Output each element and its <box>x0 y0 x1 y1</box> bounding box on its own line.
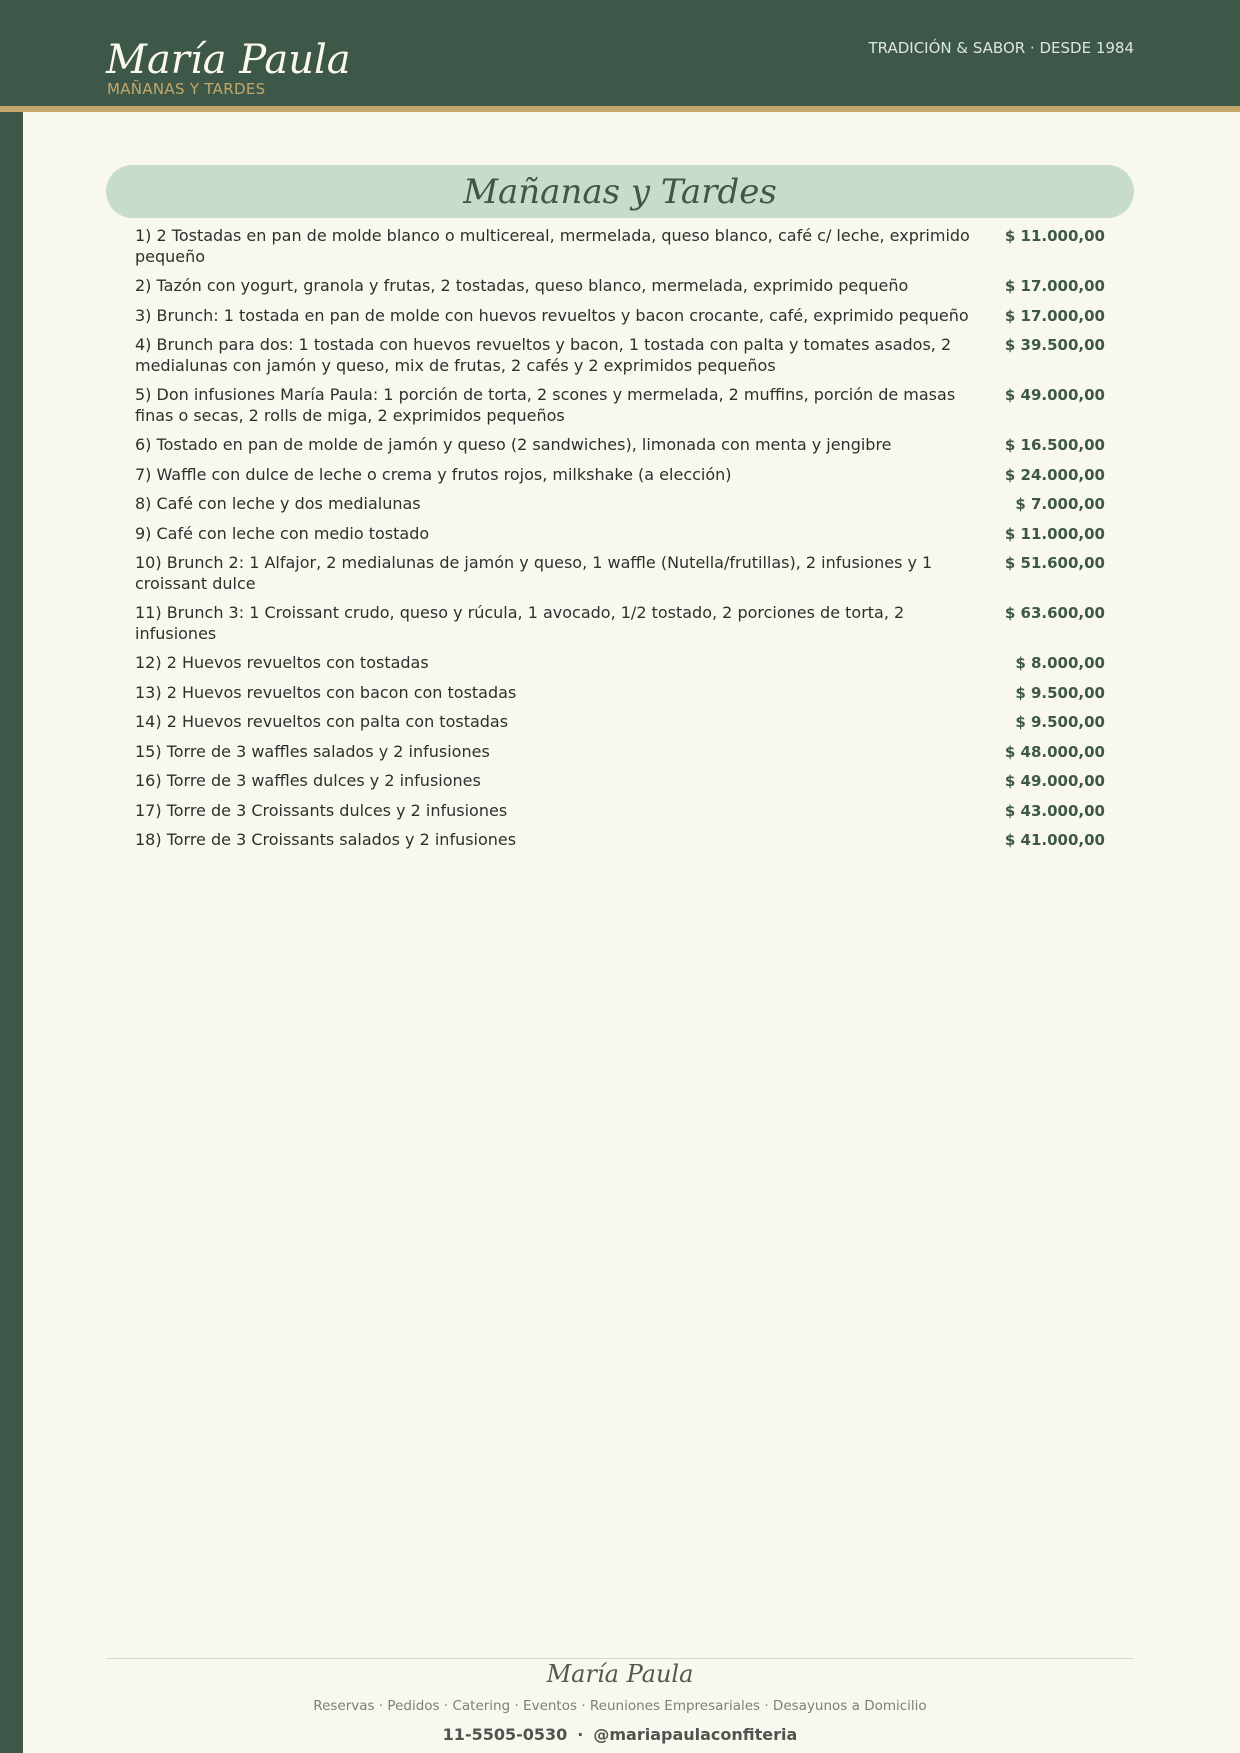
menu-item <box>135 830 1105 851</box>
menu-item-description: 16) Torre de 3 waffles dulces y 2 infusiones <box>135 771 481 790</box>
menu-item-description: 4) Brunch para dos: 1 tostada con huevos revueltos y bacon, 1 tostada con palta y tomates asados, 2 medialunas con jamón y queso, mix de frutas, 2 cafés y 2 exprimidos pequeños <box>135 335 952 375</box>
menu-item <box>135 276 1105 297</box>
menu-item <box>135 771 1105 792</box>
menu-item-price: $ 49.000,00 <box>1004 386 1105 404</box>
menu-item-description: 14) 2 Huevos revueltos con palta con tostadas <box>135 712 509 731</box>
menu-item-price: $ 8.000,00 <box>1015 654 1105 672</box>
menu-item-description: 11) Brunch 3: 1 Croissant crudo, queso y rúcula, 1 avocado, 1/2 tostado, 2 porciones de torta, 2 infusiones <box>135 603 905 643</box>
side-band <box>0 112 23 1753</box>
menu-item-price: $ 43.000,00 <box>1004 801 1105 820</box>
menu-item-description: 7) Waffle con dulce de leche o crema y frutos rojos, milkshake (a elección) <box>135 464 732 484</box>
menu-item-price: $ 11.000,00 <box>1004 227 1105 245</box>
menu-item <box>135 335 1105 376</box>
menu-item-description: 1) 2 Tostadas en pan de molde blanco o multicereal, mermelada, queso blanco, café c/ leche, exprimido pequeño <box>135 226 970 266</box>
menu-item-description: 2) Tazón con yogurt, granola y frutas, 2 tostadas, queso blanco, mermelada, exprimido pequeño <box>135 276 909 295</box>
section-header <box>106 165 1134 218</box>
menu-item-price: $ 41.000,00 <box>1004 831 1105 849</box>
header-tagline: TRADICIÓN & SABOR · DESDE 1984 <box>868 39 1134 57</box>
menu-item-price: $ 63.600,00 <box>1004 604 1105 622</box>
menu-item-price: $ 9.500,00 <box>1015 683 1105 702</box>
footer-services: Reservas · Pedidos · Catering · Eventos · Reuniones Empresariales · Desayunos a Domicilio <box>313 1698 927 1714</box>
menu-item <box>135 683 1105 704</box>
footer-brand-name: María Paula <box>546 1660 694 1688</box>
menu-item-price: $ 16.500,00 <box>1004 436 1105 454</box>
menu-item-description: 17) Torre de 3 Croissants dulces y 2 infusiones <box>135 800 508 820</box>
menu-item <box>135 742 1105 763</box>
menu-item <box>135 226 1105 267</box>
menu-item-description: 12) 2 Huevos revueltos con tostadas <box>135 653 429 672</box>
menu-item-price: $ 17.000,00 <box>1004 306 1105 325</box>
menu-item <box>135 465 1105 486</box>
menu-item-description: 18) Torre de 3 Croissants salados y 2 infusiones <box>135 830 517 849</box>
menu-item-description: 6) Tostado en pan de molde de jamón y queso (2 sandwiches), limonada con menta y jengibre <box>135 435 892 454</box>
menu-item-description: 9) Café con leche con medio tostado <box>135 523 430 543</box>
menu-item-price: $ 48.000,00 <box>1004 742 1105 761</box>
menu-item-price: $ 39.500,00 <box>1004 336 1105 354</box>
menu-item-description: 10) Brunch 2: 1 Alfajor, 2 medialunas de jamón y queso, 1 waffle (Nutella/frutillas), 2 infusiones y 1 croissant dulce <box>135 553 933 593</box>
footer-separator: · <box>577 1725 584 1744</box>
menu-item <box>135 435 1105 456</box>
menu-item <box>135 494 1105 515</box>
footer-phone: 11-5505-0530 <box>442 1725 568 1744</box>
header-gold-rule <box>0 106 1240 112</box>
menu-item-description: 8) Café con leche y dos medialunas <box>135 494 421 513</box>
menu-item-price: $ 7.000,00 <box>1015 495 1105 513</box>
menu-item-description: 13) 2 Huevos revueltos con bacon con tostadas <box>135 682 517 702</box>
brand-name: María Paula <box>106 37 351 83</box>
menu-item-description: 15) Torre de 3 waffles salados y 2 infusiones <box>135 741 490 761</box>
menu-item <box>135 553 1105 594</box>
menu-item <box>135 653 1105 674</box>
menu-item <box>135 603 1105 644</box>
menu-item-price: $ 9.500,00 <box>1015 713 1105 731</box>
brand-subtitle: MAÑANAS Y TARDES <box>107 80 266 98</box>
menu-item <box>135 712 1105 733</box>
menu-item <box>135 801 1105 822</box>
menu-item-description: 5) Don infusiones María Paula: 1 porción de torta, 2 scones y mermelada, 2 muffins, porción de masas finas o secas, 2 rolls de miga, 2 exprimidos pequeños <box>135 385 956 425</box>
menu-item <box>135 306 1105 327</box>
menu-list <box>135 226 1105 860</box>
menu-item-price: $ 17.000,00 <box>1004 277 1105 295</box>
menu-item-description: 3) Brunch: 1 tostada en pan de molde con huevos revueltos y bacon crocante, café, exprimido pequeño <box>135 305 969 325</box>
menu-item-price: $ 24.000,00 <box>1004 465 1105 484</box>
section-title: Mañanas y Tardes <box>463 171 777 212</box>
footer-contact <box>0 1724 1240 1746</box>
menu-item-price: $ 51.600,00 <box>1004 554 1105 572</box>
menu-item <box>135 385 1105 426</box>
menu-item-price: $ 11.000,00 <box>1004 524 1105 543</box>
menu-item <box>135 524 1105 545</box>
menu-item-price: $ 49.000,00 <box>1004 772 1105 790</box>
footer-social-handle: @mariapaulaconfiteria <box>593 1725 798 1744</box>
